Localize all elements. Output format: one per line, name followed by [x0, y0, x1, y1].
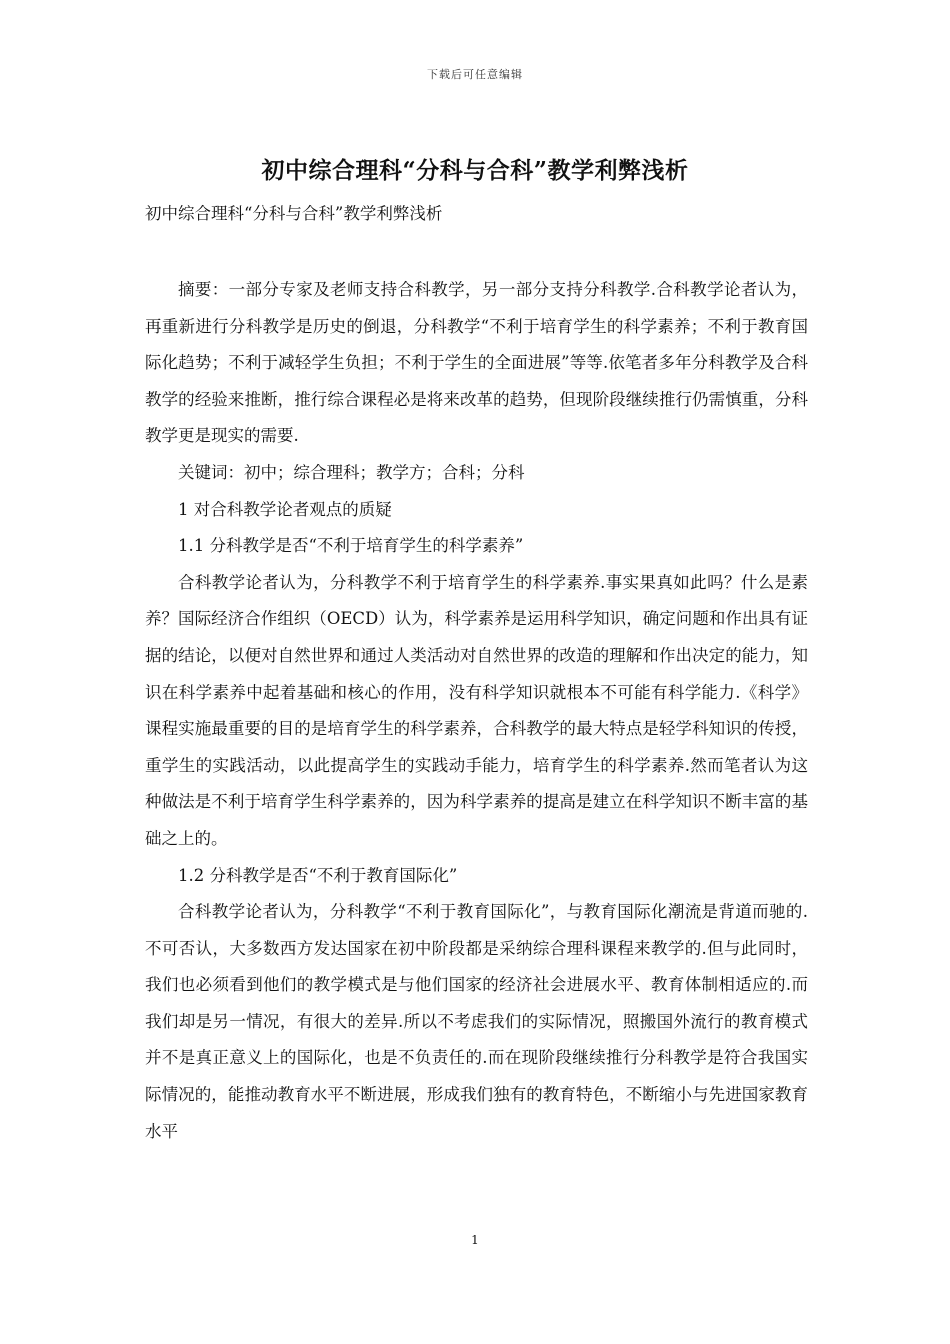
section-heading-1: 1 对合科教学论者观点的质疑	[178, 499, 392, 519]
document-subtitle: 初中综合理科“分科与合科”教学利弊浅析	[145, 204, 443, 223]
subsection-heading-1-2: 1.2 分科教学是否“不利于教育国际化”	[178, 865, 458, 885]
document-title: 初中综合理科“分科与合科”教学利弊浅析	[261, 157, 689, 184]
page-number: 1	[471, 1233, 479, 1247]
keywords-paragraph: 关键词：初中；综合理科；教学方；合科；分科	[178, 462, 525, 482]
abstract-paragraph: 摘要：一部分专家及老师支持合科教学，另一部分支持分科教学.合科教学论者认为，再重新进行分科教学是历史的倒退，分科教学“不利于培育学生的科学素养；不利于教育国际化趋势；不利于减轻学生负担；不利于学生的全面进展”等等.依笔者多年分科教学及合科教学的经验来推断，推行综合课程必是将来改革的趋势，但现阶段继续推行仍需慎重，分科教学更是现实的需要.	[145, 280, 808, 446]
document-body	[145, 272, 808, 1150]
body-paragraph-1-1: 合科教学论者认为，分科教学不利于培育学生的科学素养.事实果真如此吗？什么是素养？国际经济合作组织（OECD）认为，科学素养是运用科学知识，确定问题和作出具有证据的结论，以便对自然世界和通过人类活动对自然世界的改造的理解和作出决定的能力，知识在科学素养中起着基础和核心的作用，没有科学知识就根本不可能有科学能力.《科学》课程实施最重要的目的是培育学生的科学素养，合科教学的最大特点是轻学科知识的传授，重学生的实践活动，以此提高学生的实践动手能力，培育学生的科学素养.然而笔者认为这种做法是不利于培育学生科学素养的，因为科学素养的提高是建立在科学知识不断丰富的基础之上的。	[145, 572, 808, 848]
page-header-note: 下载后可任意编辑	[427, 68, 523, 81]
subsection-heading-1-1: 1.1 分科教学是否“不利于培育学生的科学素养”	[178, 536, 524, 556]
body-paragraph-1-2: 合科教学论者认为，分科教学“不利于教育国际化”，与教育国际化潮流是背道而驰的.不可否认，大多数西方发达国家在初中阶段都是采纳综合理科课程来教学的.但与此同时，我们也必须看到他们的教学模式是与他们国家的经济社会进展水平、教育体制相适应的.而我们却是另一情况，有很大的差异.所以不考虑我们的实际情况，照搬国外流行的教育模式并不是真正意义上的国际化，也是不负责任的.而在现阶段继续推行分科教学是符合我国实际情况的，能推动教育水平不断进展，形成我们独有的教育特色，不断缩小与先进国家教育水平	[145, 902, 808, 1141]
